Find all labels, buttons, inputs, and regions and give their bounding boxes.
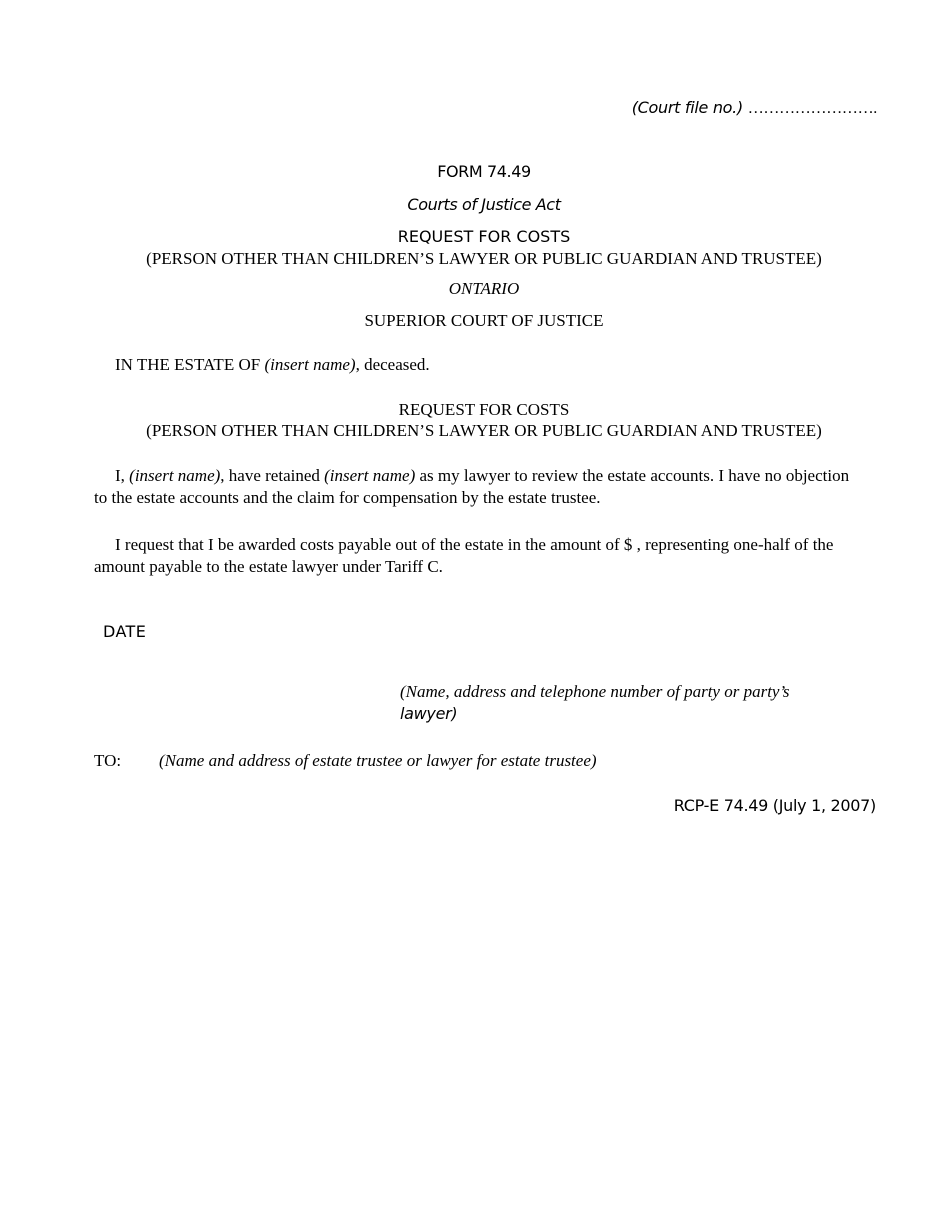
p1-part3: as my lawyer to review the estate accounts. I have no objection to the estate accounts and the claim for compensation by the estate trustee. (94, 466, 850, 507)
p1-lawyer-placeholder: (insert name) (324, 466, 416, 485)
act-name: Courts of Justice Act (407, 195, 561, 214)
recipient-caption: (Name and address of estate trustee or lawyer for estate trustee) (159, 751, 597, 770)
court-file-blank: ……………………. (747, 100, 877, 117)
signature-caption-line1: (Name, address and telephone number of party or party’s (400, 682, 790, 701)
court-file-label: (Court file no.) (631, 98, 743, 117)
form-code: RCP-E 74.49 (July 1, 2007) (673, 796, 876, 815)
section-subheading: (PERSON OTHER THAN CHILDREN’S LAWYER OR PUBLIC GUARDIAN AND TRUSTEE) (146, 421, 822, 440)
estate-suffix: , deceased. (355, 355, 430, 374)
estate-name-placeholder: (insert name) (264, 355, 356, 374)
estate-line (115, 355, 430, 375)
p1-part1: I, (115, 466, 130, 485)
form-number: FORM 74.49 (437, 162, 531, 181)
retainer-paragraph (94, 465, 864, 509)
section-heading: REQUEST FOR COSTS (398, 400, 570, 419)
p1-part2: , have retained (220, 466, 325, 485)
estate-prefix: IN THE ESTATE OF (115, 355, 265, 374)
signature-caption-line2: lawyer) (400, 704, 458, 723)
jurisdiction: ONTARIO (448, 279, 520, 298)
date-label: DATE (103, 622, 147, 641)
court-file-number (632, 98, 877, 118)
p1-name-placeholder: (insert name) (129, 466, 221, 485)
court-name: SUPERIOR COURT OF JUSTICE (364, 311, 604, 330)
costs-request-paragraph: I request that I be awarded costs payable out of the estate in the amount of $ , representing one-half of the amount payable to the estate lawyer under Tariff C. (94, 535, 834, 576)
recipient-label: TO: (94, 751, 122, 770)
form-subheading: (PERSON OTHER THAN CHILDREN’S LAWYER OR PUBLIC GUARDIAN AND TRUSTEE) (146, 249, 822, 268)
form-heading: REQUEST FOR COSTS (397, 227, 571, 246)
